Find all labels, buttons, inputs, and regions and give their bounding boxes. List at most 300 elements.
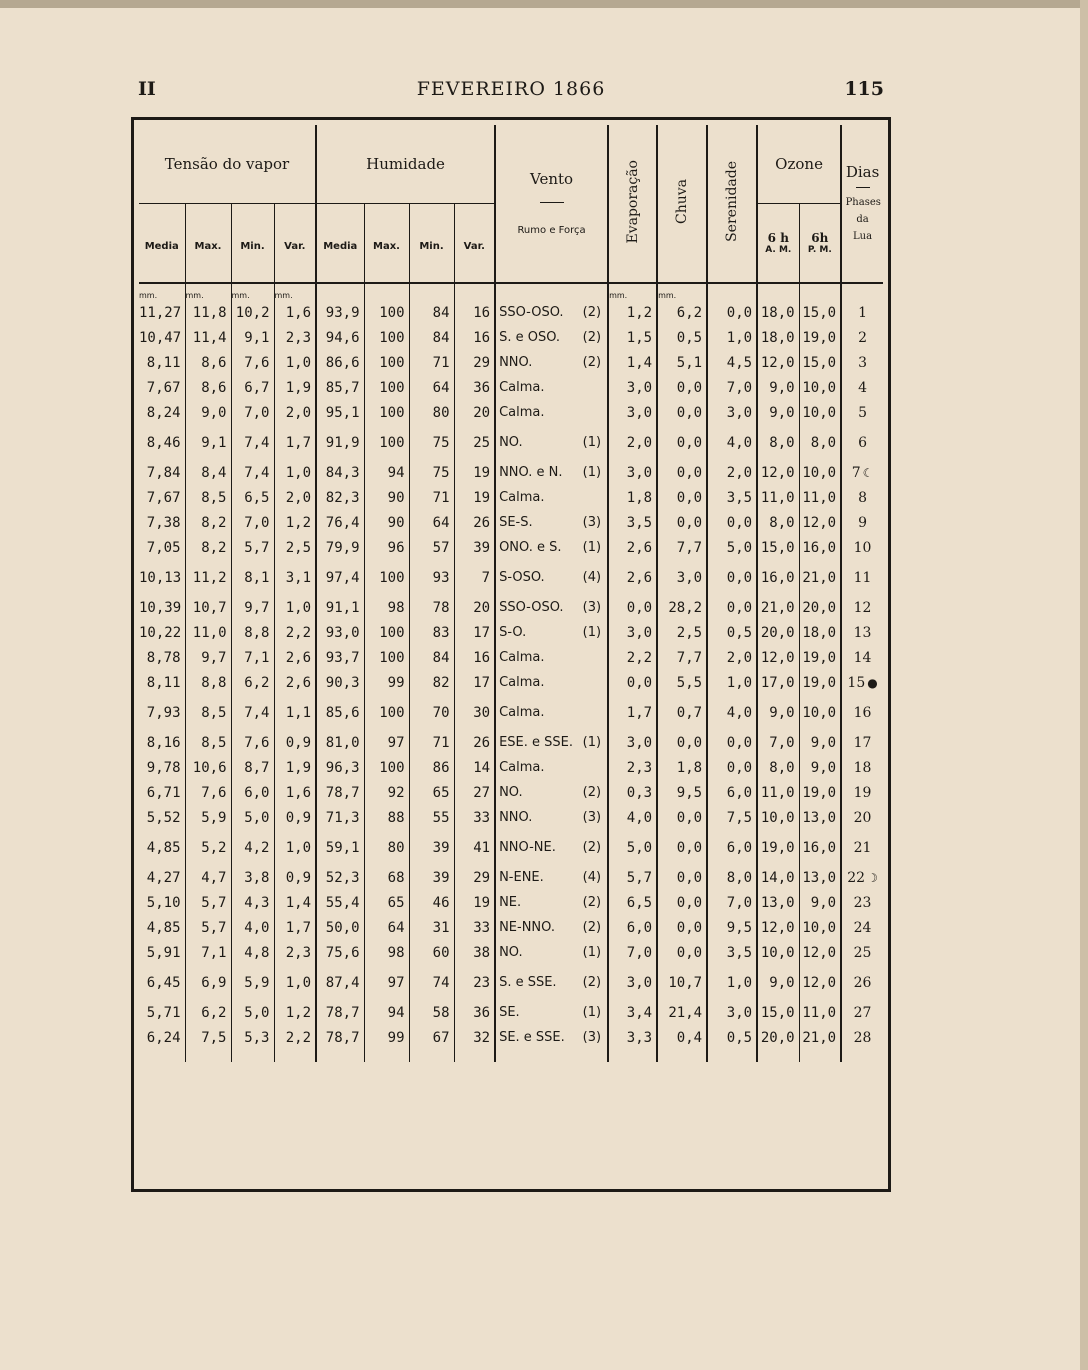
cell-dia xyxy=(841,460,883,485)
cell-humidade-var: 36 xyxy=(454,1000,495,1025)
cell-humidade-media: 78,7 xyxy=(316,1000,364,1025)
table-row xyxy=(139,535,883,560)
cell-ozone-pm: 10,0 xyxy=(799,400,841,425)
cell-ozone-pm: 12,0 xyxy=(799,510,841,535)
cell-tensao-var: 2,2 xyxy=(274,620,316,645)
cell-serenidade: 6,0 xyxy=(707,830,757,865)
cell-vento xyxy=(495,1000,608,1025)
cell-humidade-max: 100 xyxy=(364,325,409,350)
cell-humidade-media: 59,1 xyxy=(316,830,364,865)
table-row xyxy=(139,830,883,865)
cell-tensao-media: 10,39 xyxy=(139,599,182,616)
cell-tensao-min: 4,0 xyxy=(231,915,274,940)
wind-direction: Calma. xyxy=(499,705,545,720)
wind-direction: NE. xyxy=(499,895,522,910)
cell-tensao-max: 6,9 xyxy=(185,965,231,1000)
cell-vento xyxy=(495,645,608,670)
cell-ozone-pm: 16,0 xyxy=(799,830,841,865)
wind-force: (2) xyxy=(582,305,602,320)
cell-humidade-media: 85,7 xyxy=(316,375,364,400)
cell-dia xyxy=(841,300,883,325)
cell-vento xyxy=(495,805,608,830)
cell-humidade-var: 39 xyxy=(454,535,495,560)
wind-direction: NNO. xyxy=(499,810,533,825)
cell-ozone-am: 20,0 xyxy=(757,620,799,645)
cell-serenidade: 3,5 xyxy=(707,485,757,510)
cell-humidade-media: 87,4 xyxy=(316,965,364,1000)
cell-humidade-var: 17 xyxy=(454,670,495,695)
cell-vento xyxy=(495,535,608,560)
cell-serenidade: 0,5 xyxy=(707,1025,757,1050)
cell-chuva: 5,5 xyxy=(657,670,707,695)
cell-humidade-media: 79,9 xyxy=(316,535,364,560)
cell-chuva: 10,7 xyxy=(657,965,707,1000)
cell-vento xyxy=(495,1025,608,1050)
cell-humidade-media: 86,6 xyxy=(316,350,364,375)
moon-phase-icon: ☾ xyxy=(862,465,874,480)
cell-humidade-min: 57 xyxy=(409,535,454,560)
cell-ozone-am: 18,0 xyxy=(757,300,799,325)
cell-tensao-media: 4,27 xyxy=(146,869,181,886)
cell-tensao-media: 7,84 xyxy=(146,464,181,481)
cell-tensao-var: 1,9 xyxy=(274,375,316,400)
cell-humidade-max: 100 xyxy=(364,350,409,375)
table-row xyxy=(139,300,883,325)
cell-dia xyxy=(841,325,883,350)
cell-tensao-media: 4,85 xyxy=(146,919,181,936)
cell-evaporacao: 2,6 xyxy=(608,560,657,595)
cell-humidade-var: 16 xyxy=(454,325,495,350)
cell-humidade-var: 27 xyxy=(454,780,495,805)
cell-ozone-am: 21,0 xyxy=(757,595,799,620)
cell-tensao-max: 5,9 xyxy=(185,805,231,830)
table-row xyxy=(139,400,883,425)
cell-humidade-media: 85,6 xyxy=(316,695,364,730)
cell-tensao-media: 10,47 xyxy=(139,329,182,346)
day-number: 9 xyxy=(858,514,868,531)
cell-humidade-media: 96,3 xyxy=(316,755,364,780)
cell-tensao-min: 9,7 xyxy=(231,595,274,620)
wind-direction: Calma. xyxy=(499,490,545,505)
cell-vento xyxy=(495,730,608,755)
cell-chuva: 7,7 xyxy=(657,535,707,560)
cell-tensao-media: 6,45 xyxy=(146,974,181,991)
cell-humidade-min: 39 xyxy=(409,830,454,865)
cell-ozone-pm: 13,0 xyxy=(799,805,841,830)
cell-ozone-am: 17,0 xyxy=(757,670,799,695)
day-number: 23 xyxy=(853,894,872,911)
table-row xyxy=(139,755,883,780)
cell-tensao-var: 1,0 xyxy=(274,965,316,1000)
cell-tensao-max: 5,7 xyxy=(185,890,231,915)
cell-vento xyxy=(495,830,608,865)
cell-vento xyxy=(495,400,608,425)
cell-chuva: 0,0 xyxy=(657,400,707,425)
evaporacao-label: Evaporação xyxy=(624,159,641,244)
cell-serenidade: 0,0 xyxy=(707,755,757,780)
cell-dia xyxy=(841,350,883,375)
cell-serenidade: 8,0 xyxy=(707,865,757,890)
table-row xyxy=(139,620,883,645)
wind-direction: SE-S. xyxy=(499,515,533,530)
table-row xyxy=(139,1025,883,1050)
cell-chuva: 0,0 xyxy=(657,485,707,510)
cell-tensao-min: 6,0 xyxy=(231,780,274,805)
wind-force: (2) xyxy=(582,920,602,935)
cell-evaporacao: 7,0 xyxy=(608,940,657,965)
cell-humidade-max: 100 xyxy=(364,400,409,425)
cell-serenidade: 1,0 xyxy=(707,965,757,1000)
day-number: 16 xyxy=(853,704,872,721)
cell-tensao-max: 9,0 xyxy=(185,400,231,425)
cell-tensao-max: 5,7 xyxy=(185,915,231,940)
cell-tensao-max: 10,7 xyxy=(185,595,231,620)
cell-tensao-media: 8,46 xyxy=(146,434,181,451)
data-body xyxy=(139,300,883,1050)
day-number: 28 xyxy=(853,1029,872,1046)
cell-dia xyxy=(841,510,883,535)
cell-ozone-am: 12,0 xyxy=(757,460,799,485)
cell-dia xyxy=(841,805,883,830)
cell-tensao-min: 5,3 xyxy=(231,1025,274,1050)
cell-vento xyxy=(495,300,608,325)
cell-humidade-var: 19 xyxy=(454,485,495,510)
wind-force: (3) xyxy=(582,600,602,615)
header-tensao: Tensão do vapor xyxy=(139,125,316,204)
cell-tensao-var: 2,6 xyxy=(274,645,316,670)
cell-humidade-min: 84 xyxy=(409,300,454,325)
cell-tensao-var: 1,0 xyxy=(274,350,316,375)
wind-force: (1) xyxy=(582,540,602,555)
day-number: 1 xyxy=(858,304,868,321)
cell-ozone-am: 12,0 xyxy=(757,915,799,940)
cell-tensao-min: 7,4 xyxy=(231,460,274,485)
cell-tensao-var: 1,4 xyxy=(274,890,316,915)
cell-ozone-pm: 9,0 xyxy=(799,730,841,755)
cell-tensao-var: 2,5 xyxy=(274,535,316,560)
cell-humidade-var: 26 xyxy=(454,730,495,755)
cell-evaporacao: 0,0 xyxy=(608,670,657,695)
cell-chuva: 0,0 xyxy=(657,425,707,460)
cell-chuva: 3,0 xyxy=(657,560,707,595)
cell-vento xyxy=(495,620,608,645)
wind-direction: Calma. xyxy=(499,760,545,775)
cell-humidade-media: 78,7 xyxy=(316,780,364,805)
cell-dia xyxy=(841,560,883,595)
cell-humidade-var: 29 xyxy=(454,350,495,375)
cell-tensao-max: 8,6 xyxy=(185,375,231,400)
cell-vento xyxy=(495,865,608,890)
cell-tensao-media: 10,22 xyxy=(139,624,182,641)
cell-chuva: 2,5 xyxy=(657,620,707,645)
col-tensao-var: Var. xyxy=(274,204,316,284)
table-row xyxy=(139,595,883,620)
cell-tensao-var: 1,2 xyxy=(274,510,316,535)
cell-humidade-min: 80 xyxy=(409,400,454,425)
cell-chuva: 5,1 xyxy=(657,350,707,375)
cell-serenidade: 0,0 xyxy=(707,300,757,325)
cell-ozone-pm: 12,0 xyxy=(799,940,841,965)
cell-tensao-min: 7,6 xyxy=(231,730,274,755)
cell-ozone-pm: 9,0 xyxy=(799,890,841,915)
page-number: 115 xyxy=(844,78,884,100)
cell-dia xyxy=(841,865,883,890)
cell-tensao-max: 11,4 xyxy=(185,325,231,350)
cell-humidade-min: 86 xyxy=(409,755,454,780)
cell-humidade-media: 55,4 xyxy=(316,890,364,915)
cell-tensao-var: 1,1 xyxy=(274,695,316,730)
cell-ozone-pm: 11,0 xyxy=(799,485,841,510)
cell-chuva: 0,0 xyxy=(657,830,707,865)
cell-tensao-var: 2,6 xyxy=(274,670,316,695)
cell-ozone-am: 9,0 xyxy=(757,400,799,425)
cell-tensao-media: 9,78 xyxy=(146,759,181,776)
cell-humidade-media: 90,3 xyxy=(316,670,364,695)
cell-humidade-max: 90 xyxy=(364,510,409,535)
cell-serenidade: 7,0 xyxy=(707,890,757,915)
day-number: 19 xyxy=(853,784,872,801)
table-row xyxy=(139,485,883,510)
cell-dia xyxy=(841,400,883,425)
header-chuva xyxy=(657,125,707,283)
cell-tensao-min: 3,8 xyxy=(231,865,274,890)
moon-phase-icon: ● xyxy=(867,675,878,690)
cell-humidade-max: 94 xyxy=(364,1000,409,1025)
table-frame xyxy=(131,117,891,1192)
cell-humidade-max: 100 xyxy=(364,755,409,780)
cell-evaporacao: 3,0 xyxy=(608,375,657,400)
cell-tensao-max: 11,2 xyxy=(185,560,231,595)
cell-evaporacao: 0,0 xyxy=(608,595,657,620)
cell-evaporacao: 3,0 xyxy=(608,460,657,485)
cell-tensao-min: 8,8 xyxy=(231,620,274,645)
cell-humidade-var: 29 xyxy=(454,865,495,890)
cell-humidade-min: 64 xyxy=(409,375,454,400)
day-number: 14 xyxy=(853,649,872,666)
meteo-table xyxy=(139,125,883,1062)
cell-vento xyxy=(495,325,608,350)
cell-tensao-var: 1,0 xyxy=(274,460,316,485)
cell-tensao-max: 9,1 xyxy=(185,425,231,460)
cell-vento xyxy=(495,965,608,1000)
day-number: 2 xyxy=(858,329,868,346)
cell-vento xyxy=(495,890,608,915)
cell-evaporacao: 2,6 xyxy=(608,535,657,560)
cell-tensao-max: 8,2 xyxy=(185,535,231,560)
day-number: 11 xyxy=(853,569,872,586)
cell-humidade-max: 100 xyxy=(364,620,409,645)
cell-evaporacao: 6,0 xyxy=(608,915,657,940)
cell-humidade-min: 67 xyxy=(409,1025,454,1050)
cell-serenidade: 0,0 xyxy=(707,730,757,755)
day-number: 7 xyxy=(851,464,861,481)
wind-force: (1) xyxy=(582,945,602,960)
header-ozone: Ozone xyxy=(757,125,841,204)
cell-humidade-min: 75 xyxy=(409,425,454,460)
cell-humidade-media: 91,9 xyxy=(316,425,364,460)
cell-ozone-pm: 8,0 xyxy=(799,425,841,460)
cell-humidade-min: 70 xyxy=(409,695,454,730)
cell-chuva: 0,0 xyxy=(657,375,707,400)
cell-humidade-var: 7 xyxy=(454,560,495,595)
table-row xyxy=(139,510,883,535)
cell-tensao-var: 1,0 xyxy=(274,595,316,620)
wind-force: (2) xyxy=(582,330,602,345)
cell-ozone-am: 13,0 xyxy=(757,890,799,915)
cell-tensao-max: 8,5 xyxy=(185,730,231,755)
cell-serenidade: 4,0 xyxy=(707,425,757,460)
wind-direction: SE. xyxy=(499,1005,520,1020)
cell-ozone-pm: 10,0 xyxy=(799,460,841,485)
moon-phase-icon: ☽ xyxy=(867,870,878,885)
cell-dia xyxy=(841,780,883,805)
cell-serenidade: 9,5 xyxy=(707,915,757,940)
cell-humidade-min: 46 xyxy=(409,890,454,915)
cell-tensao-media: 7,93 xyxy=(146,704,181,721)
wind-direction: NO. xyxy=(499,785,523,800)
cell-tensao-media: 5,10 xyxy=(146,894,181,911)
cell-dia xyxy=(841,375,883,400)
cell-dia xyxy=(841,730,883,755)
cell-humidade-max: 100 xyxy=(364,645,409,670)
cell-chuva: 6,2 xyxy=(657,300,707,325)
cell-tensao-var: 2,0 xyxy=(274,400,316,425)
cell-evaporacao: 2,2 xyxy=(608,645,657,670)
cell-ozone-pm: 16,0 xyxy=(799,535,841,560)
cell-humidade-max: 97 xyxy=(364,730,409,755)
cell-tensao-var: 2,2 xyxy=(274,1025,316,1050)
cell-humidade-media: 97,4 xyxy=(316,560,364,595)
col-humidade-max: Max. xyxy=(364,204,409,284)
cell-humidade-media: 78,7 xyxy=(316,1025,364,1050)
cell-evaporacao: 1,7 xyxy=(608,695,657,730)
day-number: 22 xyxy=(847,869,866,886)
cell-humidade-max: 97 xyxy=(364,965,409,1000)
cell-ozone-am: 10,0 xyxy=(757,940,799,965)
cell-tensao-min: 4,3 xyxy=(231,890,274,915)
wind-direction: NO. xyxy=(499,945,523,960)
wind-force: (2) xyxy=(582,840,602,855)
wind-force: (1) xyxy=(582,435,602,450)
cell-humidade-min: 55 xyxy=(409,805,454,830)
table-row xyxy=(139,460,883,485)
cell-ozone-am: 8,0 xyxy=(757,755,799,780)
cell-humidade-min: 64 xyxy=(409,510,454,535)
cell-humidade-min: 84 xyxy=(409,325,454,350)
cell-ozone-pm: 10,0 xyxy=(799,375,841,400)
cell-evaporacao: 3,0 xyxy=(608,400,657,425)
table-row xyxy=(139,325,883,350)
cell-tensao-max: 10,6 xyxy=(185,755,231,780)
cell-humidade-max: 100 xyxy=(364,560,409,595)
day-number: 24 xyxy=(853,919,872,936)
cell-tensao-var: 1,6 xyxy=(274,780,316,805)
day-number: 3 xyxy=(858,354,868,371)
cell-humidade-var: 26 xyxy=(454,510,495,535)
cell-evaporacao: 5,0 xyxy=(608,830,657,865)
cell-evaporacao: 3,3 xyxy=(608,1025,657,1050)
cell-ozone-am: 12,0 xyxy=(757,645,799,670)
cell-tensao-var: 3,1 xyxy=(274,560,316,595)
cell-tensao-var: 0,9 xyxy=(274,805,316,830)
cell-chuva: 0,5 xyxy=(657,325,707,350)
day-number: 15 xyxy=(847,674,866,691)
cell-tensao-var: 1,2 xyxy=(274,1000,316,1025)
cell-tensao-media: 11,27 xyxy=(139,304,182,321)
day-number: 6 xyxy=(858,434,868,451)
running-head xyxy=(138,78,884,102)
cell-humidade-max: 100 xyxy=(364,695,409,730)
wind-direction: ESE. e SSE. xyxy=(499,735,573,750)
cell-tensao-max: 11,0 xyxy=(185,620,231,645)
cell-humidade-var: 19 xyxy=(454,890,495,915)
cell-tensao-min: 7,4 xyxy=(231,425,274,460)
wind-force: (3) xyxy=(582,1030,602,1045)
table-row xyxy=(139,375,883,400)
cell-tensao-min: 7,4 xyxy=(231,695,274,730)
cell-humidade-max: 92 xyxy=(364,780,409,805)
cell-tensao-max: 7,5 xyxy=(185,1025,231,1050)
cell-chuva: 9,5 xyxy=(657,780,707,805)
cell-tensao-min: 7,6 xyxy=(231,350,274,375)
cell-dia xyxy=(841,1025,883,1050)
cell-tensao-min: 7,0 xyxy=(231,510,274,535)
cell-chuva: 0,0 xyxy=(657,865,707,890)
cell-humidade-min: 71 xyxy=(409,730,454,755)
cell-humidade-media: 93,7 xyxy=(316,645,364,670)
cell-evaporacao: 2,3 xyxy=(608,755,657,780)
cell-dia xyxy=(841,755,883,780)
cell-serenidade: 3,5 xyxy=(707,940,757,965)
cell-serenidade: 7,0 xyxy=(707,375,757,400)
wind-direction: NNO. xyxy=(499,355,533,370)
col-tensao-media: Media xyxy=(139,204,185,284)
cell-dia xyxy=(841,915,883,940)
cell-dia xyxy=(841,890,883,915)
vento-label: Vento xyxy=(530,170,574,188)
cell-ozone-pm: 11,0 xyxy=(799,1000,841,1025)
wind-direction: SSO-OSO. xyxy=(499,305,564,320)
table-row xyxy=(139,890,883,915)
cell-dia xyxy=(841,940,883,965)
cell-ozone-pm: 18,0 xyxy=(799,620,841,645)
cell-dia xyxy=(841,670,883,695)
wind-direction: ONO. e S. xyxy=(499,540,562,555)
wind-direction: Calma. xyxy=(499,405,545,420)
day-number: 26 xyxy=(853,974,872,991)
cell-ozone-pm: 19,0 xyxy=(799,325,841,350)
col-ozone-am: 6 h A. M. xyxy=(757,204,799,284)
cell-humidade-var: 20 xyxy=(454,595,495,620)
cell-vento xyxy=(495,695,608,730)
wind-direction: S-OSO. xyxy=(499,570,545,585)
table-row xyxy=(139,915,883,940)
cell-tensao-min: 8,1 xyxy=(231,560,274,595)
cell-ozone-pm: 15,0 xyxy=(799,300,841,325)
cell-serenidade: 3,0 xyxy=(707,400,757,425)
cell-humidade-var: 20 xyxy=(454,400,495,425)
col-ozone-pm: 6h P. M. xyxy=(799,204,841,284)
wind-force: (3) xyxy=(582,810,602,825)
header-evaporacao xyxy=(608,125,657,283)
wind-force: (4) xyxy=(582,870,602,885)
cell-chuva: 0,0 xyxy=(657,805,707,830)
cell-dia xyxy=(841,830,883,865)
cell-vento xyxy=(495,780,608,805)
wind-direction: S-O. xyxy=(499,625,527,640)
header-dias xyxy=(841,125,883,283)
cell-vento xyxy=(495,510,608,535)
